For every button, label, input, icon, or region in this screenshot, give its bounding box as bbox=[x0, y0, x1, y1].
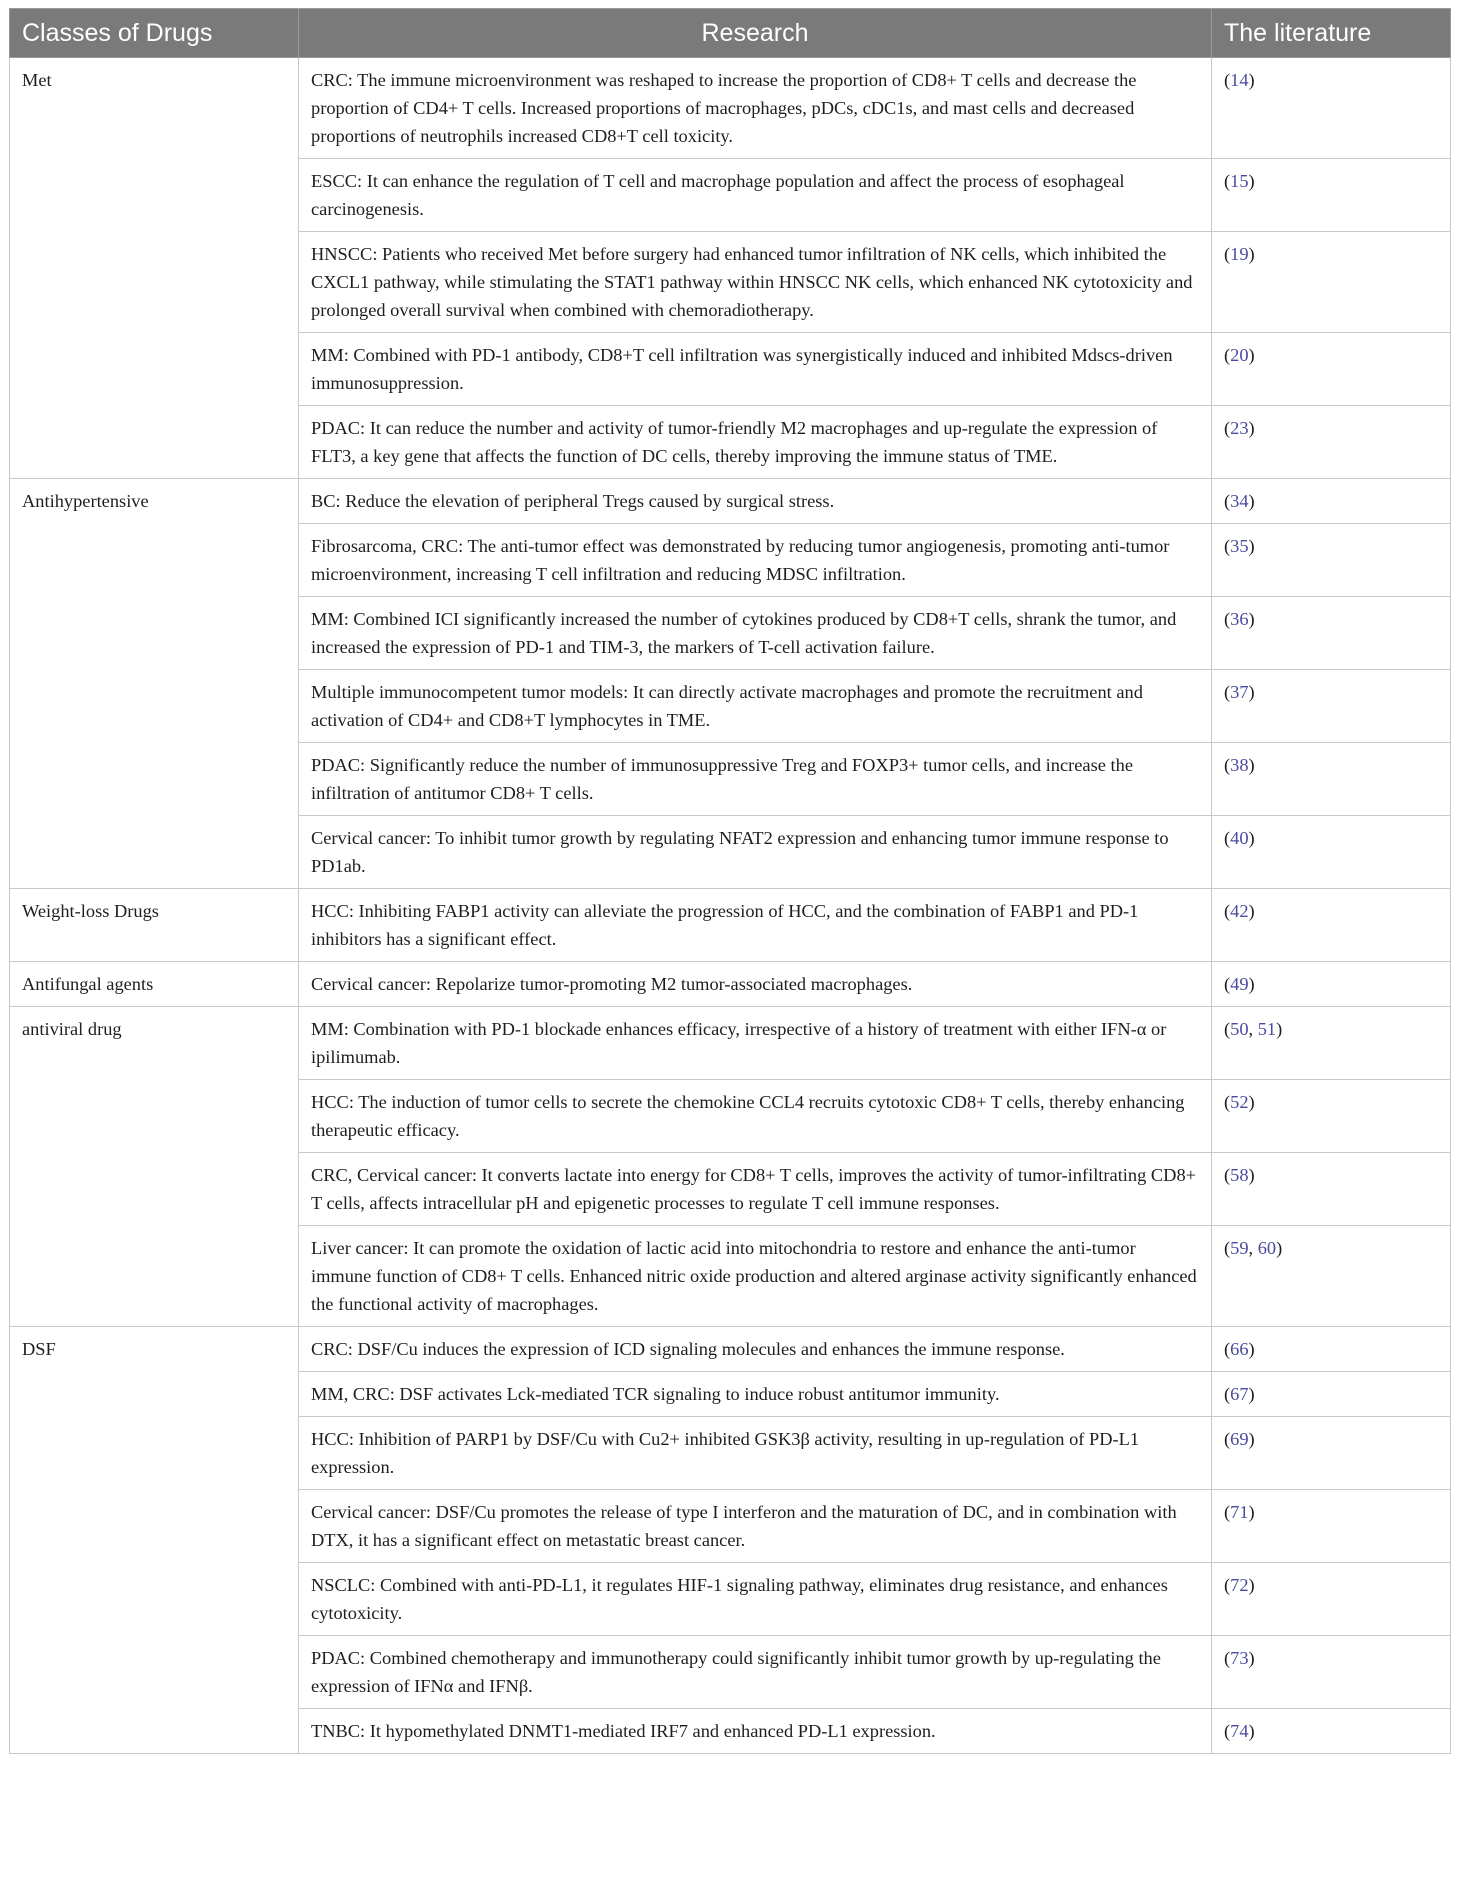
ref-separator: , bbox=[1248, 1238, 1258, 1258]
research-cell: PDAC: Combined chemotherapy and immunotherapy could significantly inhibit tumor growth by up-regulating the expression of IFNα and IFNβ. bbox=[299, 1636, 1212, 1709]
literature-cell bbox=[1212, 58, 1451, 159]
close-paren: ) bbox=[1276, 1238, 1283, 1258]
close-paren: ) bbox=[1248, 244, 1255, 264]
close-paren: ) bbox=[1248, 1165, 1255, 1185]
research-cell: NSCLC: Combined with anti-PD-L1, it regulates HIF-1 signaling pathway, eliminates drug resistance, and enhances cytotoxicity. bbox=[299, 1563, 1212, 1636]
reference-link[interactable]: 73 bbox=[1230, 1648, 1249, 1668]
close-paren: ) bbox=[1248, 1384, 1255, 1404]
drug-class-cell: Weight-loss Drugs bbox=[10, 889, 299, 962]
table-row bbox=[10, 962, 1451, 1007]
research-cell: Liver cancer: It can promote the oxidation of lactic acid into mitochondria to restore and enhance the anti-tumor immune function of CD8+ T cells. Enhanced nitric oxide production and altered arginase activity significantly enhanced the functional activity of macrophages. bbox=[299, 1226, 1212, 1327]
reference-link[interactable]: 42 bbox=[1230, 901, 1249, 921]
research-cell: PDAC: It can reduce the number and activity of tumor-friendly M2 macrophages and up-regulate the expression of FLT3, a key gene that affects the function of DC cells, thereby improving the immune status of TME. bbox=[299, 406, 1212, 479]
literature-cell bbox=[1212, 333, 1451, 406]
research-cell: Fibrosarcoma, CRC: The anti-tumor effect was demonstrated by reducing tumor angiogenesis, promoting anti-tumor microenvironment, increasing T cell infiltration and reducing MDSC infiltration. bbox=[299, 524, 1212, 597]
reference-link[interactable]: 49 bbox=[1230, 974, 1249, 994]
literature-cell bbox=[1212, 1417, 1451, 1490]
open-paren: ( bbox=[1224, 974, 1231, 994]
open-paren: ( bbox=[1224, 1721, 1231, 1741]
research-cell: Cervical cancer: DSF/Cu promotes the release of type I interferon and the maturation of DC, and in combination with DTX, it has a significant effect on metastatic breast cancer. bbox=[299, 1490, 1212, 1563]
research-cell: Cervical cancer: To inhibit tumor growth by regulating NFAT2 expression and enhancing tumor immune response to PD1ab. bbox=[299, 816, 1212, 889]
literature-cell bbox=[1212, 1490, 1451, 1563]
research-cell: PDAC: Significantly reduce the number of immunosuppressive Treg and FOXP3+ tumor cells, and increase the infiltration of antitumor CD8+ T cells. bbox=[299, 743, 1212, 816]
close-paren: ) bbox=[1248, 682, 1255, 702]
research-cell: Cervical cancer: Repolarize tumor-promoting M2 tumor-associated macrophages. bbox=[299, 962, 1212, 1007]
research-cell: MM, CRC: DSF activates Lck-mediated TCR signaling to induce robust antitumor immunity. bbox=[299, 1372, 1212, 1417]
research-cell: MM: Combined with PD-1 antibody, CD8+T cell infiltration was synergistically induced and inhibited Mdscs-driven immunosuppression. bbox=[299, 333, 1212, 406]
open-paren: ( bbox=[1224, 1092, 1231, 1112]
close-paren: ) bbox=[1248, 1721, 1255, 1741]
close-paren: ) bbox=[1248, 1575, 1255, 1595]
open-paren: ( bbox=[1224, 536, 1231, 556]
literature-cell bbox=[1212, 406, 1451, 479]
open-paren: ( bbox=[1224, 682, 1231, 702]
close-paren: ) bbox=[1248, 418, 1255, 438]
table-row bbox=[10, 889, 1451, 962]
research-cell: ESCC: It can enhance the regulation of T cell and macrophage population and affect the process of esophageal carcinogenesis. bbox=[299, 159, 1212, 232]
reference-link[interactable]: 37 bbox=[1230, 682, 1249, 702]
research-cell: CRC: The immune microenvironment was reshaped to increase the proportion of CD8+ T cells and decrease the proportion of CD4+ T cells. Increased proportions of macrophages, pDCs, cDC1s, and mast cells and decreased proportions of neutrophils increased CD8+T cell toxicity. bbox=[299, 58, 1212, 159]
open-paren: ( bbox=[1224, 491, 1231, 511]
drug-class-cell: antiviral drug bbox=[10, 1007, 299, 1327]
research-cell: HCC: Inhibition of PARP1 by DSF/Cu with Cu2+ inhibited GSK3β activity, resulting in up-regulation of PD-L1 expression. bbox=[299, 1417, 1212, 1490]
research-cell: MM: Combination with PD-1 blockade enhances efficacy, irrespective of a history of treatment with either IFN-α or ipilimumab. bbox=[299, 1007, 1212, 1080]
reference-link[interactable]: 74 bbox=[1230, 1721, 1249, 1741]
open-paren: ( bbox=[1224, 755, 1231, 775]
literature-cell bbox=[1212, 232, 1451, 333]
open-paren: ( bbox=[1224, 345, 1231, 365]
literature-cell bbox=[1212, 962, 1451, 1007]
research-cell: HCC: The induction of tumor cells to secrete the chemokine CCL4 recruits cytotoxic CD8+ T cells, thereby enhancing therapeutic efficacy. bbox=[299, 1080, 1212, 1153]
reference-link[interactable]: 50 bbox=[1230, 1019, 1249, 1039]
reference-link[interactable]: 72 bbox=[1230, 1575, 1249, 1595]
reference-link[interactable]: 71 bbox=[1230, 1502, 1249, 1522]
literature-cell bbox=[1212, 1153, 1451, 1226]
drug-classes-table bbox=[9, 8, 1451, 1754]
open-paren: ( bbox=[1224, 1238, 1231, 1258]
open-paren: ( bbox=[1224, 171, 1231, 191]
open-paren: ( bbox=[1224, 1339, 1231, 1359]
open-paren: ( bbox=[1224, 1429, 1231, 1449]
ref-separator: , bbox=[1248, 1019, 1258, 1039]
close-paren: ) bbox=[1276, 1019, 1283, 1039]
literature-cell bbox=[1212, 670, 1451, 743]
reference-link[interactable]: 15 bbox=[1230, 171, 1249, 191]
literature-cell bbox=[1212, 479, 1451, 524]
literature-cell bbox=[1212, 1226, 1451, 1327]
header-classes-of-drugs: Classes of Drugs bbox=[10, 9, 299, 58]
reference-link[interactable]: 66 bbox=[1230, 1339, 1249, 1359]
literature-cell bbox=[1212, 1007, 1451, 1080]
header-research: Research bbox=[299, 9, 1212, 58]
reference-link[interactable]: 60 bbox=[1257, 1238, 1277, 1258]
close-paren: ) bbox=[1248, 1339, 1255, 1359]
table-header bbox=[10, 9, 1451, 58]
close-paren: ) bbox=[1248, 828, 1255, 848]
close-paren: ) bbox=[1248, 536, 1255, 556]
close-paren: ) bbox=[1248, 974, 1255, 994]
close-paren: ) bbox=[1248, 609, 1255, 629]
open-paren: ( bbox=[1224, 1384, 1231, 1404]
close-paren: ) bbox=[1248, 345, 1255, 365]
literature-cell bbox=[1212, 816, 1451, 889]
close-paren: ) bbox=[1248, 1648, 1255, 1668]
open-paren: ( bbox=[1224, 1019, 1231, 1039]
reference-link[interactable]: 34 bbox=[1230, 491, 1249, 511]
open-paren: ( bbox=[1224, 901, 1231, 921]
close-paren: ) bbox=[1248, 491, 1255, 511]
open-paren: ( bbox=[1224, 1165, 1231, 1185]
reference-link[interactable]: 51 bbox=[1257, 1019, 1277, 1039]
drug-class-cell: DSF bbox=[10, 1327, 299, 1754]
research-cell: MM: Combined ICI significantly increased the number of cytokines produced by CD8+T cells, shrank the tumor, and increased the expression of PD-1 and TIM-3, the markers of T-cell activation failure. bbox=[299, 597, 1212, 670]
reference-link[interactable]: 20 bbox=[1230, 345, 1249, 365]
research-cell: CRC, Cervical cancer: It converts lactate into energy for CD8+ T cells, improves the activity of tumor-infiltrating CD8+ T cells, affects intracellular pH and epigenetic processes to regulate T cell immune responses. bbox=[299, 1153, 1212, 1226]
drug-class-cell: Antifungal agents bbox=[10, 962, 299, 1007]
open-paren: ( bbox=[1224, 828, 1231, 848]
reference-link[interactable]: 59 bbox=[1230, 1238, 1249, 1258]
reference-link[interactable]: 23 bbox=[1230, 418, 1249, 438]
literature-cell bbox=[1212, 743, 1451, 816]
close-paren: ) bbox=[1248, 1429, 1255, 1449]
literature-cell bbox=[1212, 1563, 1451, 1636]
reference-link[interactable]: 52 bbox=[1230, 1092, 1249, 1112]
reference-link[interactable]: 36 bbox=[1230, 609, 1249, 629]
open-paren: ( bbox=[1224, 244, 1231, 264]
open-paren: ( bbox=[1224, 70, 1231, 90]
open-paren: ( bbox=[1224, 609, 1231, 629]
reference-link[interactable]: 67 bbox=[1230, 1384, 1249, 1404]
reference-link[interactable]: 35 bbox=[1230, 536, 1249, 556]
research-cell: BC: Reduce the elevation of peripheral Tregs caused by surgical stress. bbox=[299, 479, 1212, 524]
close-paren: ) bbox=[1248, 901, 1255, 921]
open-paren: ( bbox=[1224, 1575, 1231, 1595]
literature-cell bbox=[1212, 1327, 1451, 1372]
reference-link[interactable]: 38 bbox=[1230, 755, 1249, 775]
literature-cell bbox=[1212, 1709, 1451, 1754]
literature-cell bbox=[1212, 159, 1451, 232]
literature-cell bbox=[1212, 597, 1451, 670]
header-row bbox=[10, 9, 1451, 58]
open-paren: ( bbox=[1224, 1502, 1231, 1522]
table-row bbox=[10, 58, 1451, 159]
open-paren: ( bbox=[1224, 418, 1231, 438]
drug-classes-table-container bbox=[9, 8, 1450, 1754]
table-row bbox=[10, 1327, 1451, 1372]
header-the-literature: The literature bbox=[1212, 9, 1451, 58]
close-paren: ) bbox=[1248, 70, 1255, 90]
literature-cell bbox=[1212, 1080, 1451, 1153]
research-cell: HCC: Inhibiting FABP1 activity can alleviate the progression of HCC, and the combination of FABP1 and PD-1 inhibitors has a significant effect. bbox=[299, 889, 1212, 962]
table-row bbox=[10, 479, 1451, 524]
close-paren: ) bbox=[1248, 1092, 1255, 1112]
research-cell: Multiple immunocompetent tumor models: It can directly activate macrophages and promote the recruitment and activation of CD4+ and CD8+T lymphocytes in TME. bbox=[299, 670, 1212, 743]
close-paren: ) bbox=[1248, 171, 1255, 191]
literature-cell bbox=[1212, 1372, 1451, 1417]
drug-class-cell: Met bbox=[10, 58, 299, 479]
research-cell: CRC: DSF/Cu induces the expression of ICD signaling molecules and enhances the immune response. bbox=[299, 1327, 1212, 1372]
literature-cell bbox=[1212, 1636, 1451, 1709]
research-cell: HNSCC: Patients who received Met before surgery had enhanced tumor infiltration of NK cells, which inhibited the CXCL1 pathway, while stimulating the STAT1 pathway within HNSCC NK cells, which enhanced NK cytotoxicity and prolonged overall survival when combined with chemoradiotherapy. bbox=[299, 232, 1212, 333]
reference-link[interactable]: 40 bbox=[1230, 828, 1249, 848]
table-body bbox=[10, 58, 1451, 1754]
literature-cell bbox=[1212, 889, 1451, 962]
literature-cell bbox=[1212, 524, 1451, 597]
open-paren: ( bbox=[1224, 1648, 1231, 1668]
reference-link[interactable]: 19 bbox=[1230, 244, 1249, 264]
close-paren: ) bbox=[1248, 1502, 1255, 1522]
drug-class-cell: Antihypertensive bbox=[10, 479, 299, 889]
table-row bbox=[10, 1007, 1451, 1080]
close-paren: ) bbox=[1248, 755, 1255, 775]
reference-link[interactable]: 14 bbox=[1230, 70, 1249, 90]
reference-link[interactable]: 69 bbox=[1230, 1429, 1249, 1449]
reference-link[interactable]: 58 bbox=[1230, 1165, 1249, 1185]
research-cell: TNBC: It hypomethylated DNMT1-mediated IRF7 and enhanced PD-L1 expression. bbox=[299, 1709, 1212, 1754]
